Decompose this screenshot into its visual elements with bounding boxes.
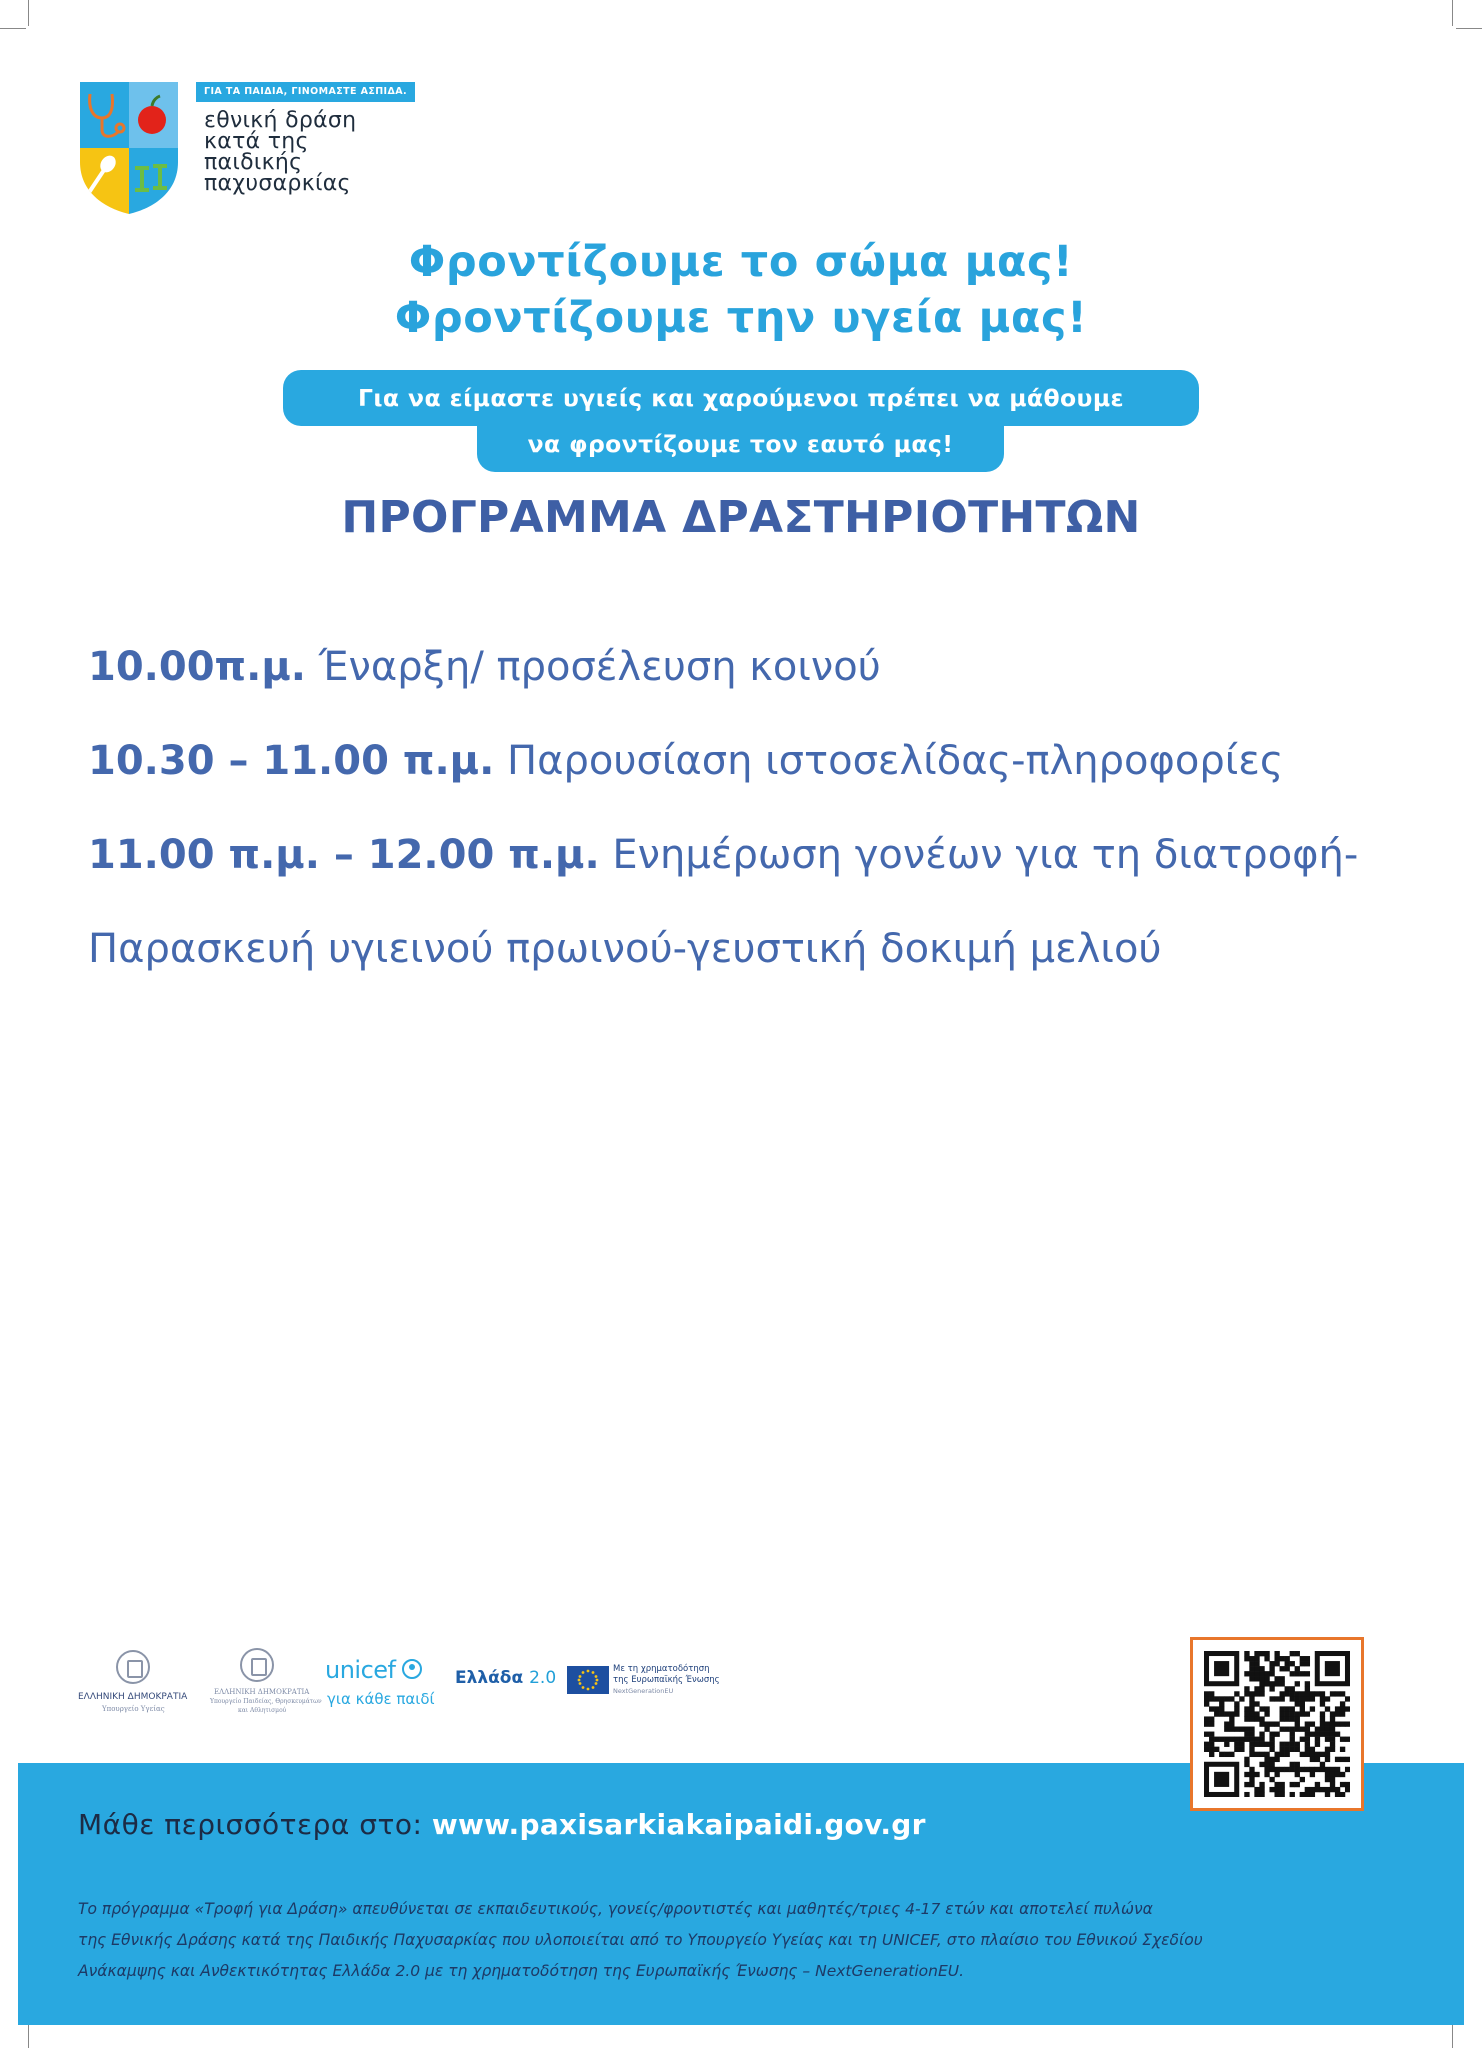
logo-wordmark	[204, 110, 404, 194]
eu-line: Με τη χρηματοδότηση	[613, 1664, 710, 1674]
eu-line: NextGenerationEU	[613, 1687, 674, 1695]
schedule-text: Παρουσίαση ιστοσελίδας-πληροφορίες	[494, 738, 1284, 784]
crop-mark	[1452, 0, 1453, 26]
disclaimer-line: Ανάκαμψης και Ανθεκτικότητας Ελλάδα 2.0 με τη χρηματοδότηση της Ευρωπαϊκής Ένωσης – NextGenerationEU.	[78, 1962, 965, 1980]
schedule-text: Παρασκευή υγιεινού πρωινού-γευστική δοκιμή μελιού	[88, 926, 1162, 972]
logo-line: εθνική δράση	[204, 108, 357, 133]
crop-mark	[28, 0, 29, 26]
schedule-item	[88, 620, 1428, 714]
schedule-time: 10.00π.μ.	[88, 644, 306, 690]
crop-mark	[1456, 28, 1482, 29]
greek-emblem-icon	[240, 1648, 274, 1682]
partner-line: Υπουργείο Παιδείας, Θρησκευμάτων	[210, 1698, 322, 1705]
unicef-tagline: για κάθε παιδί	[327, 1690, 435, 1708]
campaign-logo	[78, 78, 408, 218]
crop-mark	[1452, 2024, 1453, 2048]
ministry-education-logo	[210, 1648, 322, 1720]
schedule-text: Ενημέρωση γονέων για τη διατροφή-	[599, 832, 1359, 878]
unicef-logo	[325, 1656, 435, 1718]
learn-more-line	[78, 1808, 926, 1841]
disclaimer-line: Το πρόγραμμα «Τροφή για Δράση» απευθύνεται σε εκπαιδευτικούς, γονείς/φροντιστές και μαθητές/τριες 4-17 ετών και αποτελεί πυλώνα	[78, 1900, 1153, 1918]
banner-line-2: να φροντίζουμε τον εαυτό μας!	[477, 416, 1004, 472]
unicef-wordmark: unicef	[325, 1656, 396, 1684]
greece-2-0-logo	[455, 1668, 565, 1708]
partner-line: και Αθλητισμού	[238, 1707, 287, 1714]
eu-text	[613, 1664, 720, 1697]
logo-tagline: ΓΙΑ ΤΑ ΠΑΙΔΙΑ, ΓΙΝΟΜΑΣΤΕ ΑΣΠΙΔΑ.	[196, 82, 415, 102]
eu-flag-icon	[567, 1666, 609, 1694]
partner-line: ΕΛΛΗΝΙΚΗ ΔΗΜΟΚΡΑΤΙΑ	[214, 1688, 310, 1696]
eu-funding-logo	[567, 1664, 737, 1704]
greek-emblem-icon	[116, 1650, 150, 1684]
logo-line: κατά της	[204, 129, 309, 154]
learn-more-label: Μάθε περισσότερα στο:	[78, 1808, 432, 1841]
website-link[interactable]: www.paxisarkiakaipaidi.gov.gr	[431, 1808, 926, 1841]
schedule-item	[88, 714, 1428, 808]
headline-line-1: Φροντίζουμε το σώμα μας!	[408, 237, 1074, 287]
schedule-time: 10.30 – 11.00 π.μ.	[88, 738, 495, 784]
disclaimer-line: της Εθνικής Δράσης κατά της Παιδικής Παχυσαρκίας που υλοποιείται από το Υπουργείο Υγείας και τη UNICEF, στο πλαίσιο του Εθνικού Σχεδίου	[78, 1931, 1203, 1949]
greece-version: 2.0	[529, 1668, 557, 1688]
partner-line: ΕΛΛΗΝΙΚΗ ΔΗΜΟΚΡΑΤΙΑ	[78, 1692, 188, 1702]
program-title: ΠΡΟΓΡΑΜΜΑ ΔΡΑΣΤΗΡΙΟΤΗΤΩΝ	[341, 492, 1141, 543]
logo-line: παχυσαρκίας	[204, 171, 351, 196]
schedule-text: Έναρξη/ προσέλευση κοινού	[306, 644, 881, 690]
shield-logo-icon	[78, 80, 180, 216]
banner-line-1: Για να είμαστε υγιείς και χαρούμενοι πρέπει να μάθουμε	[283, 370, 1199, 426]
greece-name: Ελλάδα	[455, 1668, 524, 1688]
greece-2-0-wordmark	[455, 1668, 565, 1688]
qr-code-icon	[1204, 1651, 1350, 1797]
schedule-item	[88, 808, 1428, 902]
crop-mark	[0, 28, 26, 29]
partner-line: Υπουργείο Υγείας	[102, 1705, 165, 1713]
ministry-health-logo	[78, 1650, 198, 1720]
qr-code[interactable]	[1190, 1637, 1364, 1811]
schedule-time: 11.00 π.μ. – 12.00 π.μ.	[88, 832, 600, 878]
logo-line: παιδικής	[204, 150, 303, 175]
crop-mark	[28, 2024, 29, 2048]
funding-disclaimer	[78, 1894, 1418, 1987]
eu-line: της Ευρωπαϊκής Ένωσης	[613, 1675, 720, 1685]
schedule-list	[88, 620, 1428, 996]
schedule-item	[88, 902, 1428, 996]
unicef-globe-icon	[401, 1658, 423, 1680]
headline-line-2: Φροντίζουμε την υγεία μας!	[394, 293, 1088, 343]
